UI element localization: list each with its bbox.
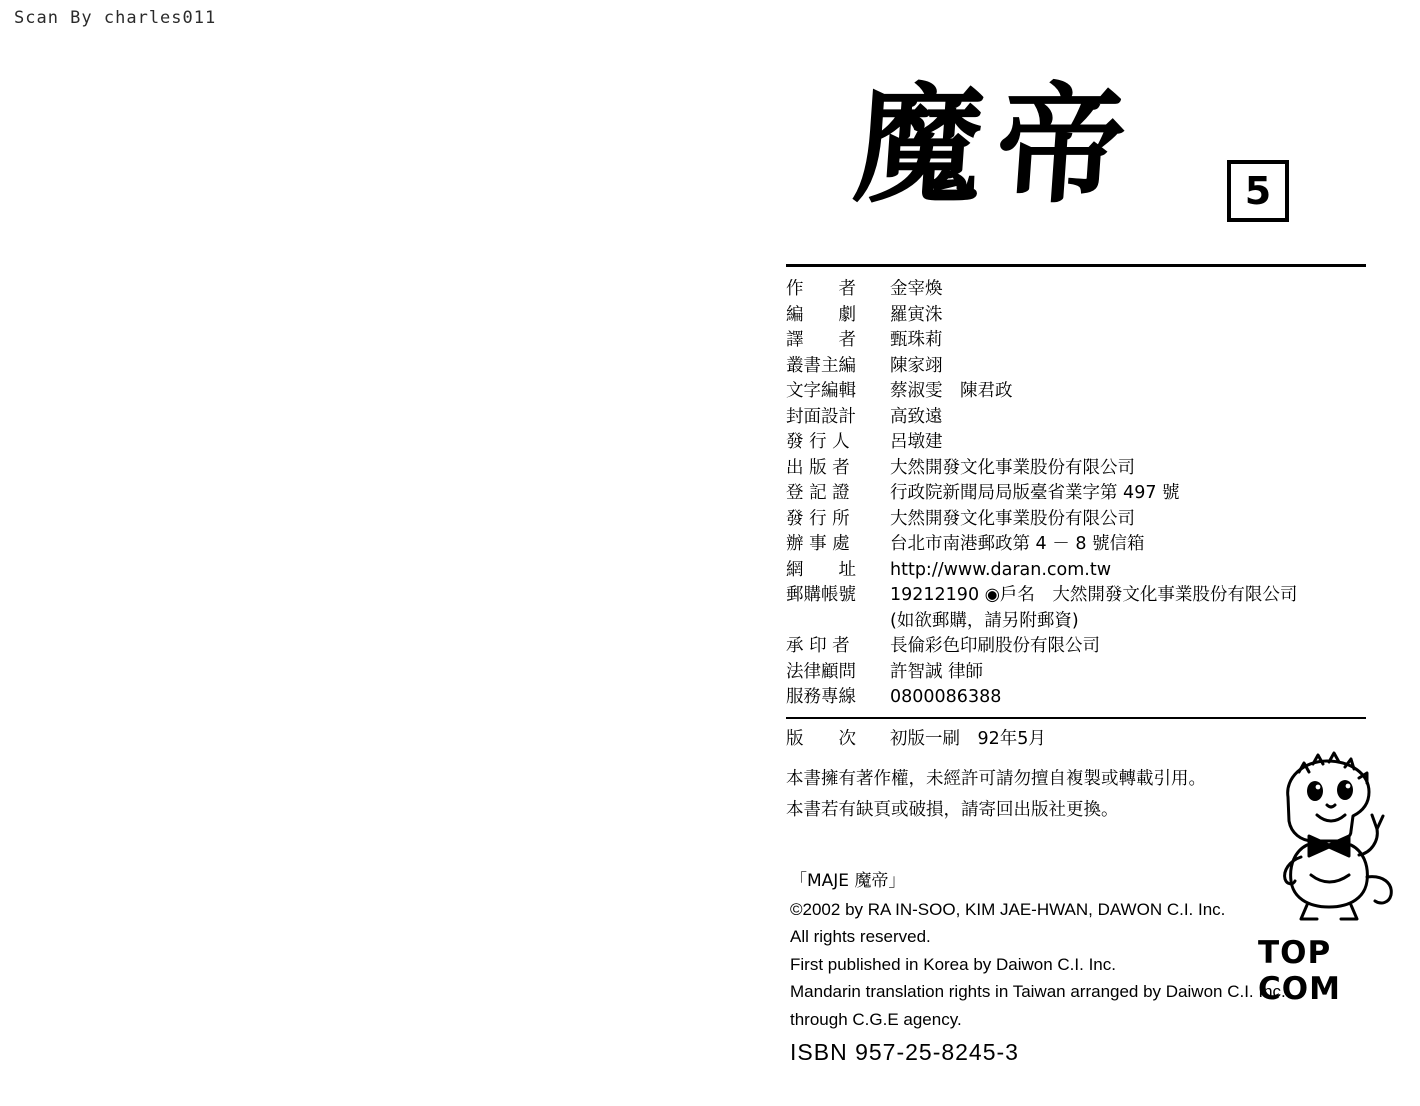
rights-reserved: All rights reserved.: [790, 927, 931, 946]
credit-label: 編 劇: [786, 304, 856, 325]
credit-row: [786, 583, 1366, 609]
volume-number: 5: [1244, 169, 1272, 213]
credit-row: [786, 558, 1366, 584]
credit-row: [786, 634, 1366, 660]
credit-label: 出 版 者: [786, 457, 850, 478]
credit-row: [786, 379, 1366, 405]
credit-value: 金宰煥: [890, 279, 943, 299]
credit-note: (如欲郵購，請另附郵資): [890, 610, 1079, 631]
edition-value: 初版一刷 92年5月: [890, 728, 1046, 749]
credit-label: 登 記 證: [786, 483, 850, 503]
credit-row: [786, 430, 1366, 456]
credit-row: [786, 405, 1366, 431]
rights-translation: Mandarin translation rights in Taiwan arranged by Daiwon C.I. Inc.: [790, 982, 1286, 1001]
credit-value: 甄珠莉: [890, 330, 943, 350]
credit-value: 行政院新聞局局版臺省業字第 497 號: [890, 483, 1180, 503]
book-title-block: [849, 71, 1335, 242]
credit-value: 長倫彩色印刷股份有限公司: [890, 636, 1100, 656]
website-url[interactable]: http://www.daran.com.tw: [890, 559, 1112, 580]
volume-number-box: [1227, 160, 1289, 222]
credit-value: 19212190 ◉戶名 大然開發文化事業股份有限公司: [890, 585, 1298, 605]
credit-label: 服務專線: [786, 687, 856, 707]
scan-credit-watermark: Scan By charles011: [14, 8, 217, 28]
credit-row: [786, 532, 1366, 558]
credit-value: 蔡淑雯 陳君政: [890, 381, 1013, 401]
defect-notice: 本書若有缺頁或破損，請寄回出版社更換。: [786, 799, 1119, 820]
colophon-block: [786, 264, 1366, 826]
copyright-notice: 本書擁有著作權，未經許可請勿擅自複製或轉載引用。: [786, 768, 1206, 789]
credit-row: [786, 685, 1366, 711]
publisher-logo-text: TOP COM: [1258, 935, 1341, 1007]
credit-label: 作 者: [786, 279, 856, 299]
credit-value: 呂墩建: [890, 432, 943, 452]
edition-label: 版 次: [786, 728, 856, 749]
credit-label: 郵購帳號: [786, 585, 856, 605]
rights-first-published: First published in Korea by Daiwon C.I. Inc.: [790, 954, 1116, 974]
credit-row: [786, 303, 1366, 329]
dinosaur-mascot-icon: [1255, 745, 1405, 925]
credit-row: [786, 456, 1366, 482]
credit-value: 陳家翊: [890, 355, 943, 376]
credit-label: 發 行 所: [786, 508, 850, 529]
credit-row: [786, 354, 1366, 380]
credit-row: [786, 507, 1366, 533]
credit-label: 承 印 者: [786, 636, 850, 656]
credit-row: [786, 660, 1366, 686]
credit-label: 文字編輯: [786, 381, 856, 401]
credits-list: [786, 267, 1366, 717]
rights-copyright: ©2002 by RA IN-SOO, KIM JAE-HWAN, DAWON C.I. Inc.: [790, 899, 1226, 919]
rights-title: 「MAJE 魔帝」: [790, 871, 906, 891]
isbn-number: ISBN 957-25-8245-3: [790, 1039, 1019, 1065]
credit-row: [786, 328, 1366, 354]
credit-value: 大然開發文化事業股份有限公司: [890, 508, 1135, 529]
credit-row: [786, 481, 1366, 507]
credit-value: 高致遠: [890, 406, 943, 427]
rights-agency: through C.G.E agency.: [790, 1009, 962, 1029]
credit-value: 大然開發文化事業股份有限公司: [890, 457, 1135, 478]
credit-value: 台北市南港郵政第 4 － 8 號信箱: [890, 534, 1145, 554]
credit-label: 封面設計: [786, 406, 856, 427]
book-title-text: 魔帝: [849, 71, 1145, 221]
credit-value: 許智誠 律師: [890, 661, 984, 682]
credit-value: 羅寅洙: [890, 304, 943, 325]
credit-label: 辦 事 處: [786, 534, 850, 554]
service-hotline: 0800086388: [890, 687, 1002, 707]
credit-label: 網 址: [786, 559, 856, 580]
credit-label: 譯 者: [786, 330, 856, 350]
credit-label: 法律顧問: [786, 661, 856, 682]
credit-label: 叢書主編: [786, 355, 856, 376]
credit-row: [786, 277, 1366, 303]
credit-label: 發 行 人: [786, 432, 850, 452]
